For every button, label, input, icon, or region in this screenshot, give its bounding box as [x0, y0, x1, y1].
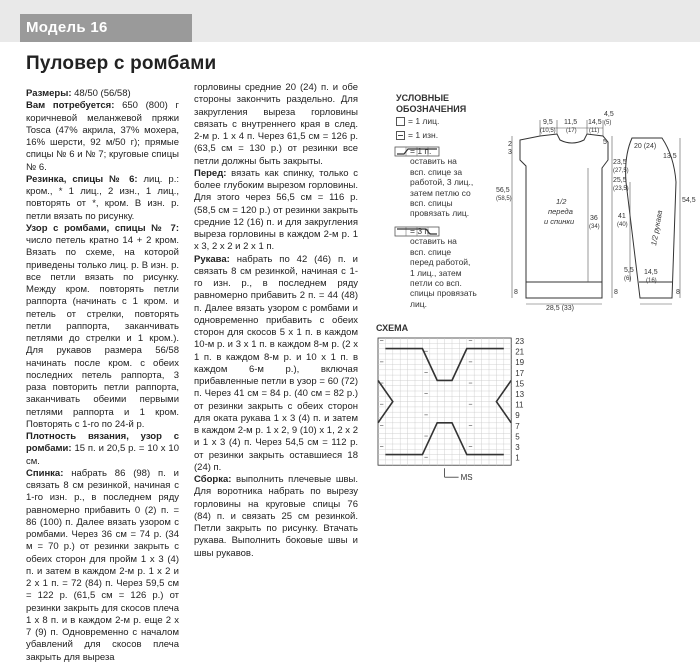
column2-paragraph — [194, 82, 358, 168]
legend-item-knit: = 1 лиц. — [408, 116, 440, 126]
dim-neck-wb: (17) — [566, 128, 577, 134]
dim-sl-width-b: (16) — [646, 278, 657, 284]
section-head: Узор с ромбами, спицы № 7: — [26, 222, 179, 234]
ms-marker: MS — [460, 473, 473, 483]
chart-row-label: 23 — [515, 337, 525, 346]
dim-sl-total: 54,5 — [682, 197, 696, 204]
section-text: набрать 86 (98) п. и связать 8 см резинкой, начиная с 1-го изн. р., в последнем ряду равномерно прибавить 0 (2) п. = 86 (100) п. Далее вязать узором с ромбами. Через 36 см = 74 р. (34 м = 70 р.) от резинки закрыть с обеих сторон для пройм 1 х 3 (4) п. и затем в каждом 2-м р. 1 х 2 и 2 х 1 п. = 72 (84) п. Через 59,5 см = 122 р. (61,5 см = 126 р.) от резинки закрыть для скосов плеча 1 х 8 п. и в каждом 2-м р. еще 2 х 7 (9) п. Одновременно с началом убавлений для скосов плеча закрыть для выреза — [26, 467, 179, 663]
pattern-schematic — [496, 108, 696, 312]
purl-symbol — [396, 131, 405, 140]
column2-paragraph — [194, 254, 358, 475]
model-label: Модель 16 — [26, 19, 108, 36]
dim-width-label: 28,5 (33) — [546, 305, 575, 312]
instructions-column-2 — [194, 82, 358, 560]
section-text: лиц. р.: кром., * 1 лиц., 2 изн., 1 лиц., повторять от *, кром. В изн. р. петли вязать по рисунку. — [26, 173, 179, 222]
dim-neck-top: 4,5 — [604, 111, 614, 118]
chart-row-label: 9 — [515, 411, 520, 421]
dim-sl-height: 41 — [618, 213, 626, 220]
column1-paragraph — [26, 431, 179, 468]
column2-paragraph — [194, 474, 358, 560]
section-head: Сборка: — [194, 474, 232, 485]
model-tab — [20, 14, 192, 42]
dim-armhole2: 25,5 — [613, 177, 627, 184]
dim-side: 36 — [590, 215, 598, 222]
dim-shoulder2b: (11) — [589, 128, 600, 134]
dim-shoulder2: 14,5 — [588, 119, 602, 126]
section-text: набрать по 42 (46) п. и связать 8 см резинкой, начиная с 1-го изн. р., в последнем ряду равномерно прибавить 2 п. = 44 (48) п. Далее вязать узором с ромбами и одновременно прибавить с обеих сторон для скосов 5 х 1 п. в каждом 10-м р. и 3 х 1 п. в каждом 8-м р. (2 х 1 п. в каждом 8-м р. и 10 х 1 п. в каждом 6-м р.), включая прибавленные петли в узор = 60 (72) п. Через 41 см = 84 р. (40 см = 82 р.) от резинки закрыть с обеих сторон для оката рукава 1 х 3 (4) п. и затем в каждом 2-м р. 1 х 2, 9 (10) х 1, 2 х 2 и 1 х 3 (4) п. Через 54,5 см = 112 р. от резинки закрыть оставшиеся 18 (24) п. — [194, 253, 358, 473]
chart-row-label: 15 — [515, 379, 525, 389]
dim-left-3: 3 — [508, 149, 512, 156]
dim-sl-cuff-b: (6) — [624, 276, 632, 282]
section-head: Резинка, спицы № 6: — [26, 173, 138, 185]
section-text: 15 п. и 20,5 р. = 10 х 10 см. — [26, 443, 179, 467]
dim-rib-body: 8 — [514, 289, 518, 296]
dim-neck-top2: (5) — [604, 120, 612, 126]
page-title: Пуловер с ромбами — [26, 53, 217, 74]
section-text: вязать как спинку, только с более глубоким вырезом горловины. Для этого через 56,5 см = 116 р. (58,5 см = 120 р.) от резинки закрыть средние 12 (16) п. и для закругления выреза горловины в каждом 2-м р. 1 х 3, 2 х 2 и 2 х 1 п. — [194, 167, 358, 253]
section-text: выполнить плечевые швы. Для воротника набрать по вырезу горловины на круговые спицы 76 (84) п. и связать 25 см резинкой. Петли закрыть по рисунку. Втачать рукава. Выполнить боковые швы и швы рукавов. — [194, 474, 358, 559]
section-text: 48/50 (56/58) — [71, 88, 131, 99]
chart-row-label: 17 — [515, 368, 525, 378]
section-text: 650 (800) г коричневой меланжевой пряжи Tosca (47% акрила, 37% мохера, 16% шерсти, 92 м/50 г); прямые спицы № 6 и № 7; круговые спицы № 6. — [26, 100, 179, 173]
column2-paragraph — [194, 168, 358, 254]
chart-row-label: 1 — [515, 453, 520, 463]
sleeve-label: 1/2 рукава — [649, 209, 665, 247]
section-head: Плотность вязания, узор с ромбами: — [26, 431, 179, 455]
schema-title: СХЕМА — [376, 323, 409, 333]
chart-row-label: 13 — [515, 390, 525, 399]
dim-rib-body2: 8 — [614, 289, 618, 296]
legend-item-cable-left: = 3 п. оставить на всп. спице перед работой, 1 лиц., затем петли со всп. спицы провязать лиц. — [410, 226, 477, 309]
chart-row-label: 11 — [515, 400, 524, 410]
column1-paragraph — [26, 223, 179, 431]
dim-left-2: 2 — [508, 141, 512, 148]
column1-paragraph — [26, 468, 179, 664]
section-head: Размеры: — [26, 88, 72, 99]
column1-paragraph — [26, 174, 179, 223]
column1-paragraph — [26, 100, 179, 174]
body-label-1: 1/2 — [556, 197, 567, 206]
dim-shoulder1: 9,5 — [543, 119, 553, 126]
dim-armhole-b: (27,5) — [613, 168, 629, 174]
dim-side-b: (34) — [589, 224, 600, 230]
chart-row-label: 21 — [515, 347, 525, 357]
chart-row-label: 5 — [515, 432, 520, 442]
dim-shoulder1b: (10,5) — [540, 128, 556, 134]
body-label-3: и спинки — [544, 217, 575, 226]
stitch-chart — [376, 336, 536, 483]
dim-height-total: 56,5 — [496, 187, 510, 194]
dim-sl-rib: 8 — [676, 289, 680, 296]
dim-sl-top: 20 (24) — [634, 143, 657, 150]
section-text: горловины средние 20 (24) п. и обе стороны закончить раздельно. Для закругления выреза горловины связать с внутреннего края в след. 2-м р. 1 х 4 п. Через 61,5 см = 126 р. (63,5 см = 130 р.) от резинки все петли должны быть закрыты. — [194, 82, 358, 167]
chart-row-label: 7 — [515, 421, 520, 431]
instructions-column-1 — [26, 88, 179, 664]
legend-title: УСЛОВНЫЕ ОБОЗНАЧЕНИЯ — [396, 93, 467, 114]
chart-row-label: 19 — [515, 358, 525, 368]
column1-paragraph — [26, 88, 179, 100]
dim-front-neck: 5 — [603, 139, 607, 146]
section-text: число петель кратно 14 + 2 кром. Вязать по схеме, на которой приведены только лиц. р. В изн. р. все петли вязать по рисунку. Между кром. повторять петли раппорта (начинать с 1 кром. и петель от стрелки, повторять петли раппорта, заканчивать петлями до стрелки и 1 кром.). Для рукавов размера 56/58 начинать после кром. с обеих последних петель раппорта, 3 раза повторить петли раппорта, заканчивать обеими первыми петлями раппорта и 1 кром. Повторять с 1-го по 24-й р. — [26, 235, 179, 430]
section-head: Перед: — [194, 167, 227, 179]
dim-sl-height-b: (40) — [617, 222, 628, 228]
dim-sl-cuff: 5,5 — [624, 267, 634, 274]
chart-row-label: 3 — [515, 443, 520, 452]
dim-armhole: 23,5 — [613, 159, 627, 166]
legend-item-purl: = 1 изн. — [408, 130, 439, 140]
dim-neck-w: 11,5 — [564, 119, 578, 126]
legend-item-cable-right: = 1 п. оставить на всп. спице за работой, 3 лиц., затем петлю со всп. спицы провязать лиц. — [410, 146, 474, 219]
dim-sl-cap: 13,5 — [663, 153, 677, 160]
dim-sl-width: 14,5 — [644, 269, 658, 276]
body-label-2: переда — [548, 207, 573, 216]
section-head: Спинка: — [26, 467, 64, 479]
section-head: Рукава: — [194, 253, 230, 265]
knit-symbol — [396, 117, 405, 126]
header-band — [0, 0, 700, 42]
dim-armhole2-b: (23,5) — [613, 186, 629, 192]
dim-height-total-b: (58,5) — [496, 196, 512, 202]
section-head: Вам потребуется: — [26, 100, 115, 112]
